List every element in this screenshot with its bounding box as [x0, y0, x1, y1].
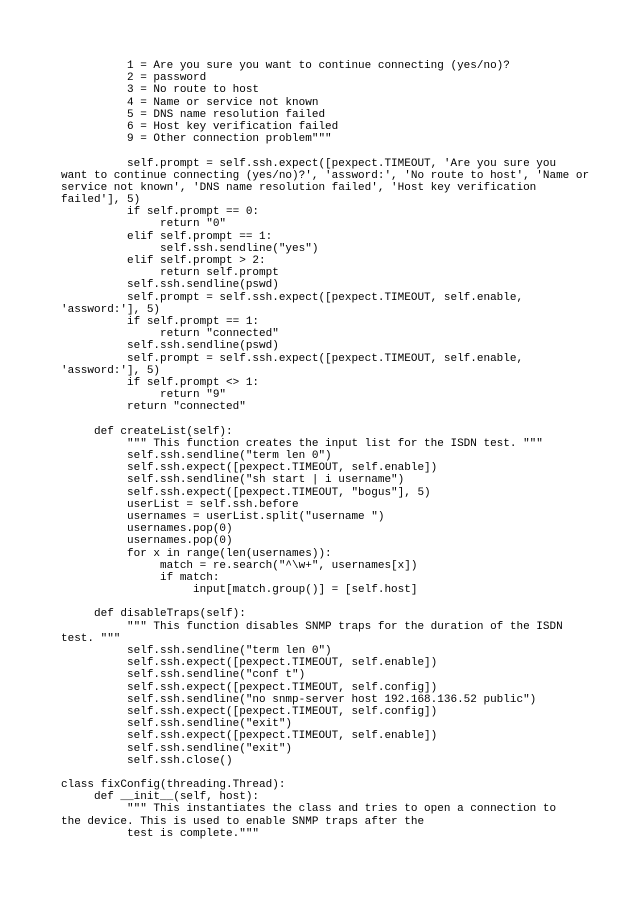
code-line: self.ssh.sendline("term len 0")	[61, 645, 332, 657]
code-line: test. """	[61, 632, 121, 645]
code-line: failed'], 5)	[61, 194, 141, 207]
code-line: 'assword:'], 5)	[61, 303, 161, 316]
code-line: return "9"	[61, 389, 227, 402]
code-line: def __init__(self, host):	[61, 791, 260, 804]
code-line: return "connected"	[61, 328, 279, 341]
code-line: usernames = userList.split("username ")	[61, 510, 385, 523]
code-line: self.prompt = self.ssh.expect([pexpect.TIMEOUT, self.enable,	[61, 291, 524, 304]
code-line: usernames.pop(0)	[61, 523, 233, 536]
code-line: return "0"	[61, 218, 227, 231]
blank-line	[61, 767, 633, 779]
code-line: 2 = password	[61, 72, 207, 85]
code-line: """ This instantiates the class and tries to open a connection to	[61, 803, 557, 816]
code-line: input[match.group()] = [self.host]	[61, 584, 418, 597]
code-line: """ This function creates the input list for the ISDN test. """	[61, 437, 543, 450]
code-line: usernames.pop(0)	[61, 535, 233, 548]
code-line: self.ssh.expect([pexpect.TIMEOUT, self.enable])	[61, 730, 438, 743]
code-line: self.ssh.sendline("term len 0")	[61, 450, 332, 462]
blank-line	[61, 145, 633, 157]
code-line: self.ssh.expect([pexpect.TIMEOUT, self.enable])	[61, 657, 438, 670]
code-line: self.prompt = self.ssh.expect([pexpect.TIMEOUT, 'Are you sure you	[61, 157, 557, 170]
code-line: return "connected"	[61, 401, 246, 414]
blank-line	[61, 413, 633, 425]
code-line: 4 = Name or service not known	[61, 96, 319, 109]
code-line: self.ssh.expect([pexpect.TIMEOUT, self.config])	[61, 681, 438, 694]
code-line: want to continue connecting (yes/no)?', 'assword:', 'No route to host', 'Name or	[61, 169, 590, 182]
code-listing	[61, 60, 633, 840]
code-line: the device. This is used to enable SNMP traps after the	[61, 815, 425, 828]
code-line: test is complete."""	[61, 827, 260, 840]
code-line: self.ssh.expect([pexpect.TIMEOUT, self.enable])	[61, 462, 438, 475]
code-line: self.ssh.sendline("sh start | i username")	[61, 474, 405, 487]
code-line: self.ssh.sendline("yes")	[61, 242, 319, 255]
code-line: self.ssh.close()	[61, 754, 233, 767]
code-line: def createList(self):	[61, 425, 233, 438]
code-line: self.ssh.sendline("conf t")	[61, 669, 306, 682]
code-line: for x in range(len(usernames)):	[61, 547, 332, 560]
code-line: self.prompt = self.ssh.expect([pexpect.TIMEOUT, self.enable,	[61, 352, 524, 365]
code-line: userList = self.ssh.before	[61, 498, 299, 511]
code-line: self.ssh.expect([pexpect.TIMEOUT, "bogus"], 5)	[61, 486, 431, 499]
code-line: 3 = No route to host	[61, 84, 260, 97]
code-line: self.ssh.sendline(pswd)	[61, 340, 279, 353]
code-line: if match:	[61, 571, 220, 584]
code-line: if self.prompt == 1:	[61, 315, 260, 328]
blank-line	[61, 596, 633, 608]
code-line: """ This function disables SNMP traps for the duration of the ISDN	[61, 620, 563, 633]
code-line: elif self.prompt == 1:	[61, 230, 273, 243]
code-line: if self.prompt == 0:	[61, 206, 260, 219]
code-line: class fixConfig(threading.Thread):	[61, 779, 286, 792]
code-line: self.ssh.expect([pexpect.TIMEOUT, self.config])	[61, 705, 438, 718]
code-line: 5 = DNS name resolution failed	[61, 108, 326, 121]
code-line: self.ssh.sendline(pswd)	[61, 279, 279, 292]
code-line: match = re.search("^\w+", usernames[x])	[61, 559, 418, 572]
code-line: 6 = Host key verification failed	[61, 120, 339, 133]
code-line: 9 = Other connection problem"""	[61, 133, 332, 146]
code-line: service not known', 'DNS name resolution failed', 'Host key verification	[61, 181, 537, 194]
code-line: 'assword:'], 5)	[61, 364, 161, 377]
code-line: 1 = Are you sure you want to continue connecting (yes/no)?	[61, 60, 510, 72]
code-line: def disableTraps(self):	[61, 608, 246, 621]
code-line: self.ssh.sendline("exit")	[61, 742, 293, 755]
code-line: self.ssh.sendline("no snmp-server host 192.168.136.52 public")	[61, 693, 537, 706]
code-line: if self.prompt <> 1:	[61, 376, 260, 389]
code-line: self.ssh.sendline("exit")	[61, 718, 293, 731]
code-line: return self.prompt	[61, 267, 279, 280]
code-line: elif self.prompt > 2:	[61, 255, 266, 267]
